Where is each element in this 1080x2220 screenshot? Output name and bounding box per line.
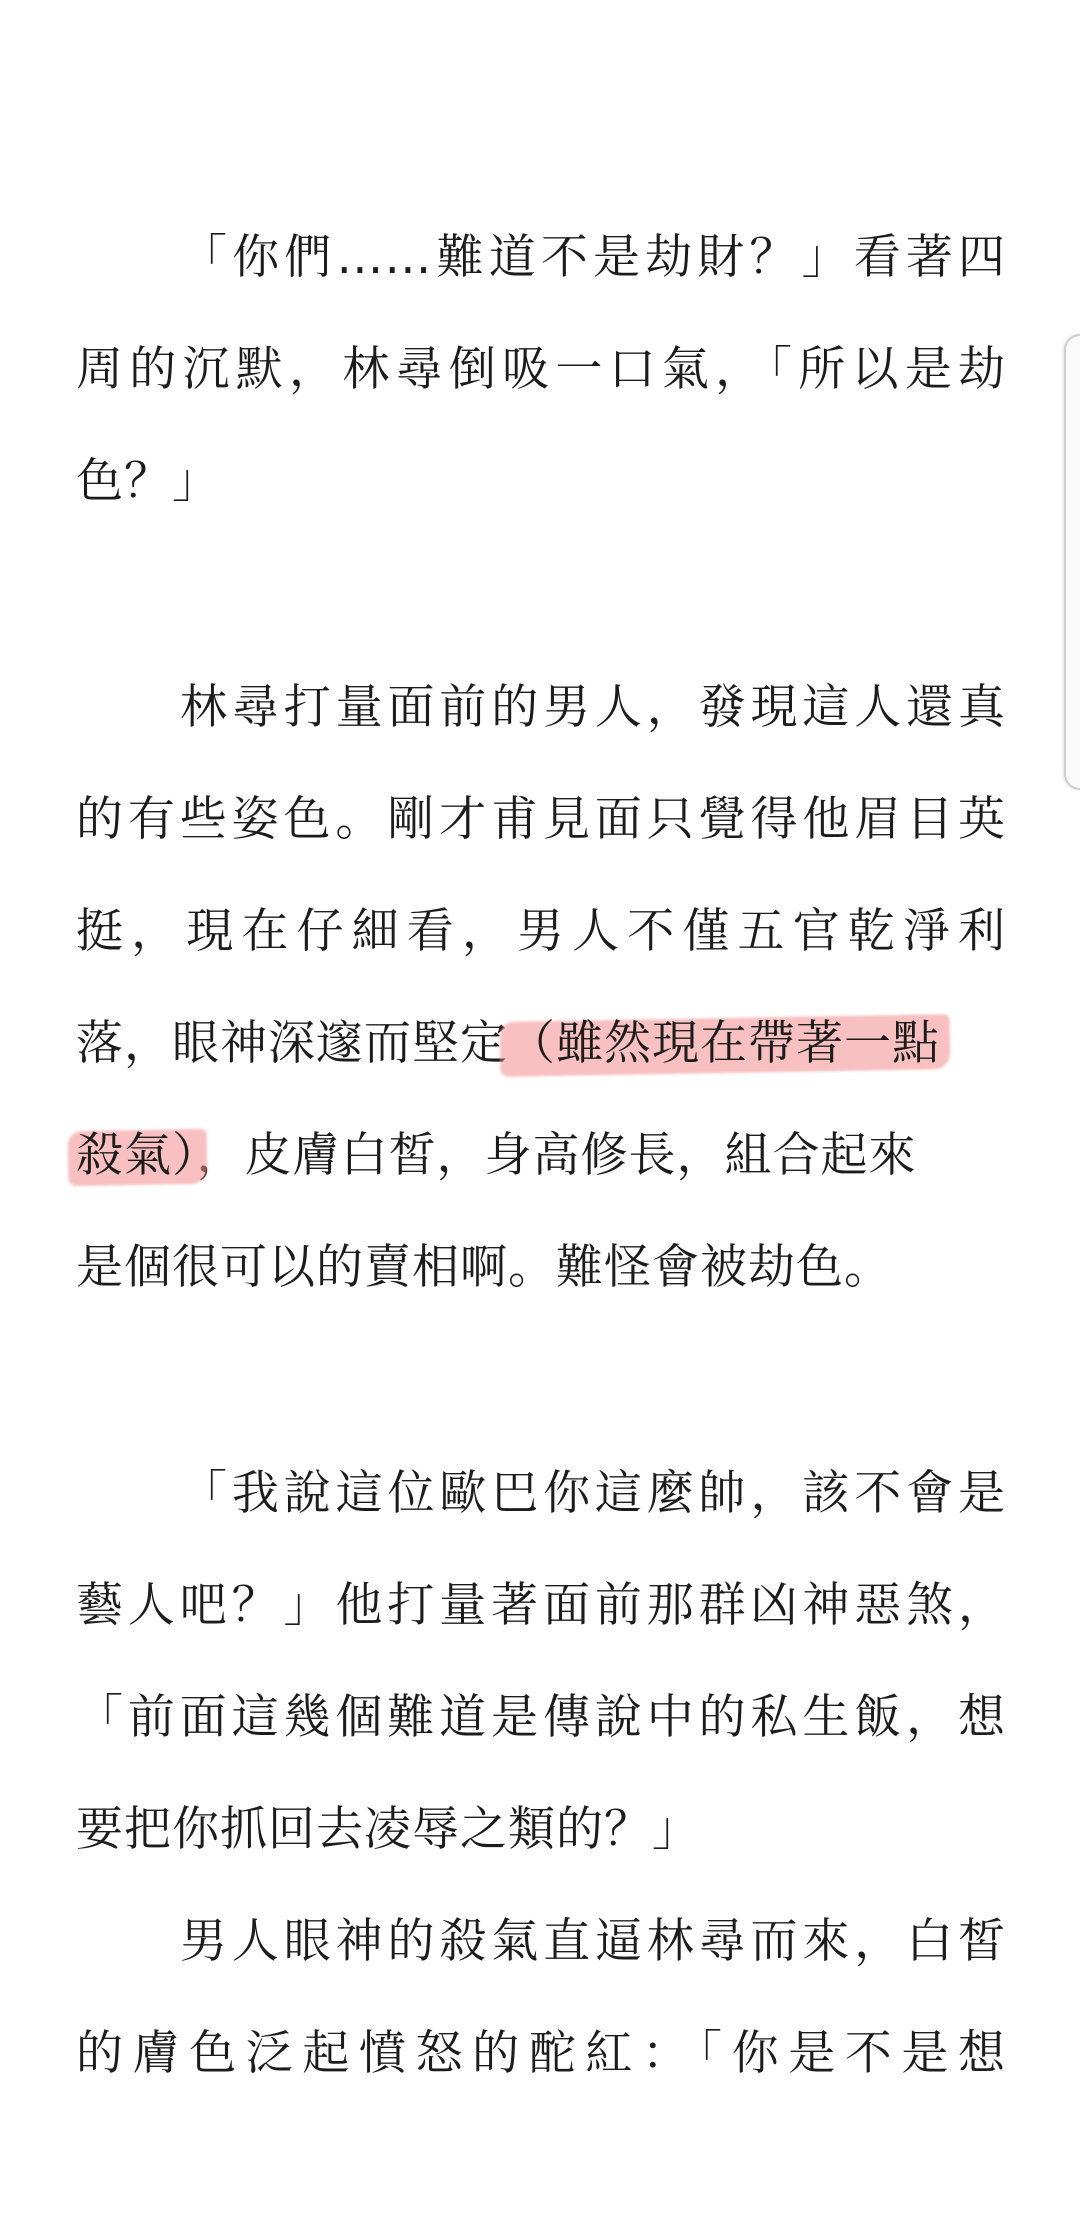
- paragraph-3-line-1: 「我說這位歐巴你這麼帥，該不會是: [180, 1466, 1006, 1521]
- paragraph-3-line-3: 「前面這幾個難道是傳說中的私生飯，想: [76, 1690, 1006, 1745]
- paragraph-1-line-1: 「你們……難道不是劫財？」看著四: [180, 230, 1006, 285]
- highlight-span-2[interactable]: 殺氣）: [76, 1128, 197, 1183]
- paragraph-4-line-1: 男人眼神的殺氣直逼林尋而來，白皙: [180, 1914, 1006, 1969]
- paragraph-2-line-1: 林尋打量面前的男人，發現這人還真: [180, 680, 1006, 735]
- paragraph-2-line-4: [76, 1014, 1006, 1074]
- paragraph-1-line-3: 色？」: [76, 454, 220, 509]
- paragraph-3-line-4: 要把你抓回去凌辱之類的？」: [76, 1802, 700, 1857]
- paragraph-1-line-2: 周的沉默，林尋倒吸一口氣，「所以是劫: [76, 342, 1006, 397]
- paragraph-2-line-6: 是個很可以的賣相啊。難怪會被劫色。: [76, 1240, 892, 1295]
- highlight-span-1[interactable]: （雖然現在帶著一點: [508, 1016, 940, 1071]
- paragraph-2-line-3: 挺，現在仔細看，男人不僅五官乾淨利: [76, 904, 1006, 959]
- edge-scroll-handle[interactable]: [1064, 334, 1080, 790]
- paragraph-2-line-4-text: 落，眼神深邃而堅定: [76, 1016, 508, 1071]
- paragraph-4-line-2: 的膚色泛起憤怒的酡紅：「你是不是想: [76, 2026, 1006, 2081]
- paragraph-2-line-5-text: ，皮膚白皙，身高修長，組合起來: [196, 1128, 917, 1183]
- paragraph-2-line-2: 的有些姿色。剛才甫見面只覺得他眉目英: [76, 792, 1006, 847]
- paragraph-3-line-2: 藝人吧？」他打量著面前那群凶神惡煞，: [76, 1578, 1006, 1633]
- paragraph-2-line-5: [76, 1126, 1006, 1186]
